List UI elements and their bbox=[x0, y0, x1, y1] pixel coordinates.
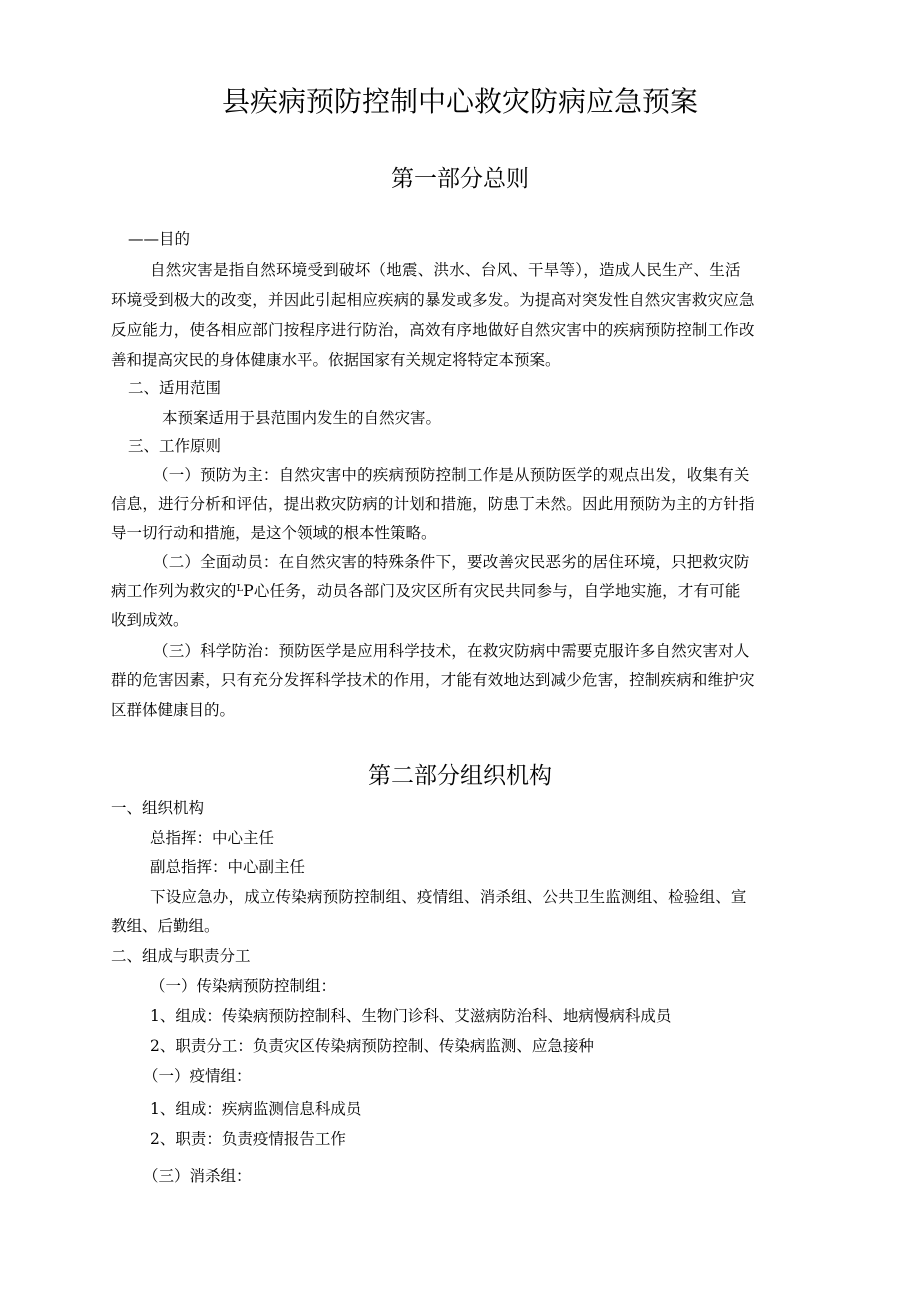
group1-label: （一）传染病预防控制组： bbox=[150, 977, 337, 995]
principle3-line-3: 区群体健康目的。 bbox=[111, 701, 236, 719]
principle1-line-3: 导一切行动和措施，是这个领域的根本性策略。 bbox=[111, 524, 437, 542]
principle3-line-1: （三）科学防治：预防医学是应用科学技术，在救灾防病中需要克服许多自然灾害对人 bbox=[153, 642, 750, 660]
document-title: 县疾病预防控制中心救灾防病应急预案 bbox=[221, 85, 698, 118]
scope-text: 本预案适用于县范围内发生的自然灾害。 bbox=[162, 409, 442, 427]
scope-label: 二、适用范围 bbox=[128, 379, 222, 397]
purpose-line-3: 反应能力，使各相应部门按程序进行防治，高效有序地做好自然灾害中的疾病预防控制工作改 bbox=[111, 321, 755, 339]
group2-duty: 2、职责：负责疫情报告工作 bbox=[150, 1130, 346, 1148]
principles-label: 三、工作原则 bbox=[128, 437, 222, 455]
principle1-line-1: （一）预防为主：自然灾害中的疾病预防控制工作是从预防医学的观点出发，收集有关 bbox=[153, 466, 750, 484]
subgroups-line-1: 下设应急办，成立传染病预防控制组、疫情组、消杀组、公共卫生监测组、检验组、宣 bbox=[150, 888, 747, 906]
principle1-line-2: 信息，进行分析和评估，提出救灾防病的计划和措施，防患丁未然。因此用预防为主的方针指 bbox=[111, 495, 755, 513]
purpose-line-2: 环境受到极大的改变，并因此引起相应疾病的暴发或多发。为提高对突发性自然灾害救灾应急 bbox=[111, 291, 755, 309]
group1-composition: 1、组成：传染病预防控制科、生物门诊科、艾滋病防治科、地病慢病科成员 bbox=[150, 1007, 672, 1025]
group1-duty: 2、职责分工：负责灾区传染病预防控制、传染病监测、应急接种 bbox=[150, 1037, 594, 1055]
principle2-line-1: （二）全面动员：在自然灾害的特殊条件下，要改善灾民恶劣的居住环境，只把救灾防 bbox=[153, 553, 750, 571]
part2-heading: 第二部分组织机构 bbox=[368, 763, 552, 789]
purpose-line-4: 善和提高灾民的身体健康水平。依据国家有关规定将特定本预案。 bbox=[111, 351, 561, 369]
part1-heading: 第一部分总则 bbox=[391, 166, 529, 192]
principle3-line-2: 群的危害因素，只有充分发挥科学技术的作用，才能有效地达到减少危害，控制疾病和维护灾 bbox=[111, 671, 755, 689]
principle2-line-2: 病工作列为救灾的ᴸP心任务，动员各部门及灾区所有灾民共同参与，自学地实施，才有可能 bbox=[111, 582, 741, 600]
principle2-line-3: 收到成效。 bbox=[111, 611, 189, 629]
group2-label: （一）疫情组： bbox=[143, 1067, 252, 1085]
duties-label: 二、组成与职责分工 bbox=[111, 947, 251, 965]
deputy-commander: 副总指挥：中心副主任 bbox=[150, 858, 306, 876]
purpose-label: ——目的 bbox=[128, 230, 191, 248]
commander: 总指挥：中心主任 bbox=[150, 829, 275, 847]
org-label: 一、组织机构 bbox=[111, 799, 205, 817]
group3-label: （三）消杀组： bbox=[143, 1167, 252, 1185]
purpose-line-1: 自然灾害是指自然环境受到破坏（地震、洪水、台风、干旱等），造成人民生产、生活 bbox=[150, 261, 741, 279]
subgroups-line-2: 教组、后勤组。 bbox=[111, 917, 220, 935]
group2-composition: 1、组成：疾病监测信息科成员 bbox=[150, 1100, 362, 1118]
